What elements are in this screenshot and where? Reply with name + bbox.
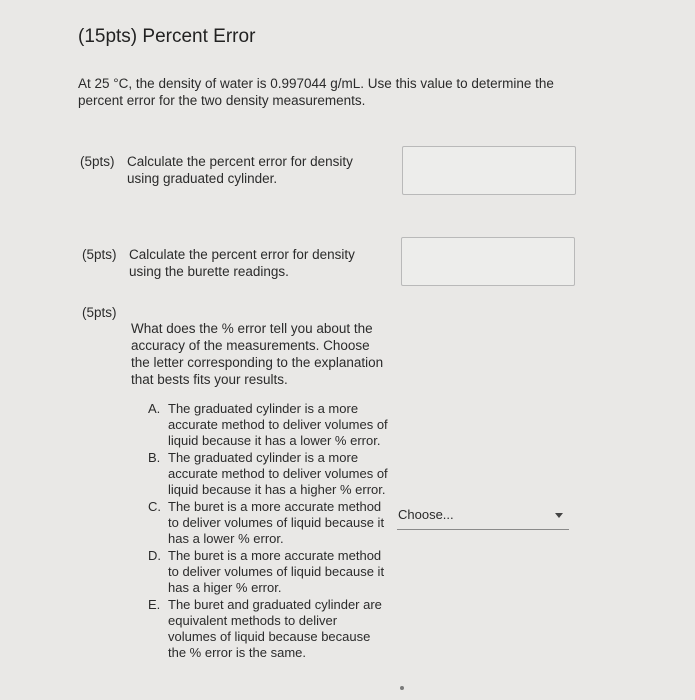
question-1-text: Calculate the percent error for density using graduated cylinder. (127, 154, 353, 186)
option-letter: D. (148, 548, 161, 563)
answer-options (148, 401, 388, 662)
answer-select-dropdown[interactable] (397, 505, 569, 530)
option-b (148, 450, 388, 498)
question-2 (82, 246, 392, 286)
option-e (148, 597, 388, 661)
option-letter: B. (148, 450, 161, 465)
page-title: (15pts) Percent Error (78, 26, 256, 47)
option-c (148, 499, 388, 547)
option-text: The buret and graduated cylinder are equivalent methods to deliver volumes of liquid because because the % error is the same. (168, 597, 382, 660)
question-2-text: Calculate the percent error for density using the burette readings. (129, 247, 355, 279)
option-text: The graduated cylinder is a more accurate method to deliver volumes of liquid because it has a higher % error. (168, 450, 388, 497)
option-a (148, 401, 388, 449)
cursor-dot-icon (400, 686, 404, 690)
answer-input-graduated-cylinder[interactable] (402, 146, 576, 195)
question-1-points: (5pts) (80, 154, 115, 169)
question-2-points: (5pts) (82, 247, 117, 262)
answer-input-burette[interactable] (401, 237, 575, 286)
select-value: Choose... (398, 507, 454, 522)
option-letter: E. (148, 597, 161, 612)
option-letter: C. (148, 499, 161, 514)
intro-text: At 25 °C, the density of water is 0.997044 g/mL. Use this value to determine the percent error for the two density measurements. (78, 76, 554, 108)
option-letter: A. (148, 401, 161, 416)
option-d (148, 548, 388, 596)
question-3-points: (5pts) (82, 305, 117, 320)
chevron-down-icon (555, 513, 563, 518)
question-3-text: What does the % error tell you about the accuracy of the measurements. Choose the letter corresponding to the explanation that bests fits your results. (131, 321, 384, 387)
option-text: The buret is a more accurate method to deliver volumes of liquid because it has a lower % error. (168, 499, 385, 546)
option-text: The graduated cylinder is a more accurate method to deliver volumes of liquid because it has a lower % error. (168, 401, 388, 448)
question-1 (80, 153, 390, 193)
option-text: The buret is a more accurate method to deliver volumes of liquid because it has a higer % error. (168, 548, 385, 595)
